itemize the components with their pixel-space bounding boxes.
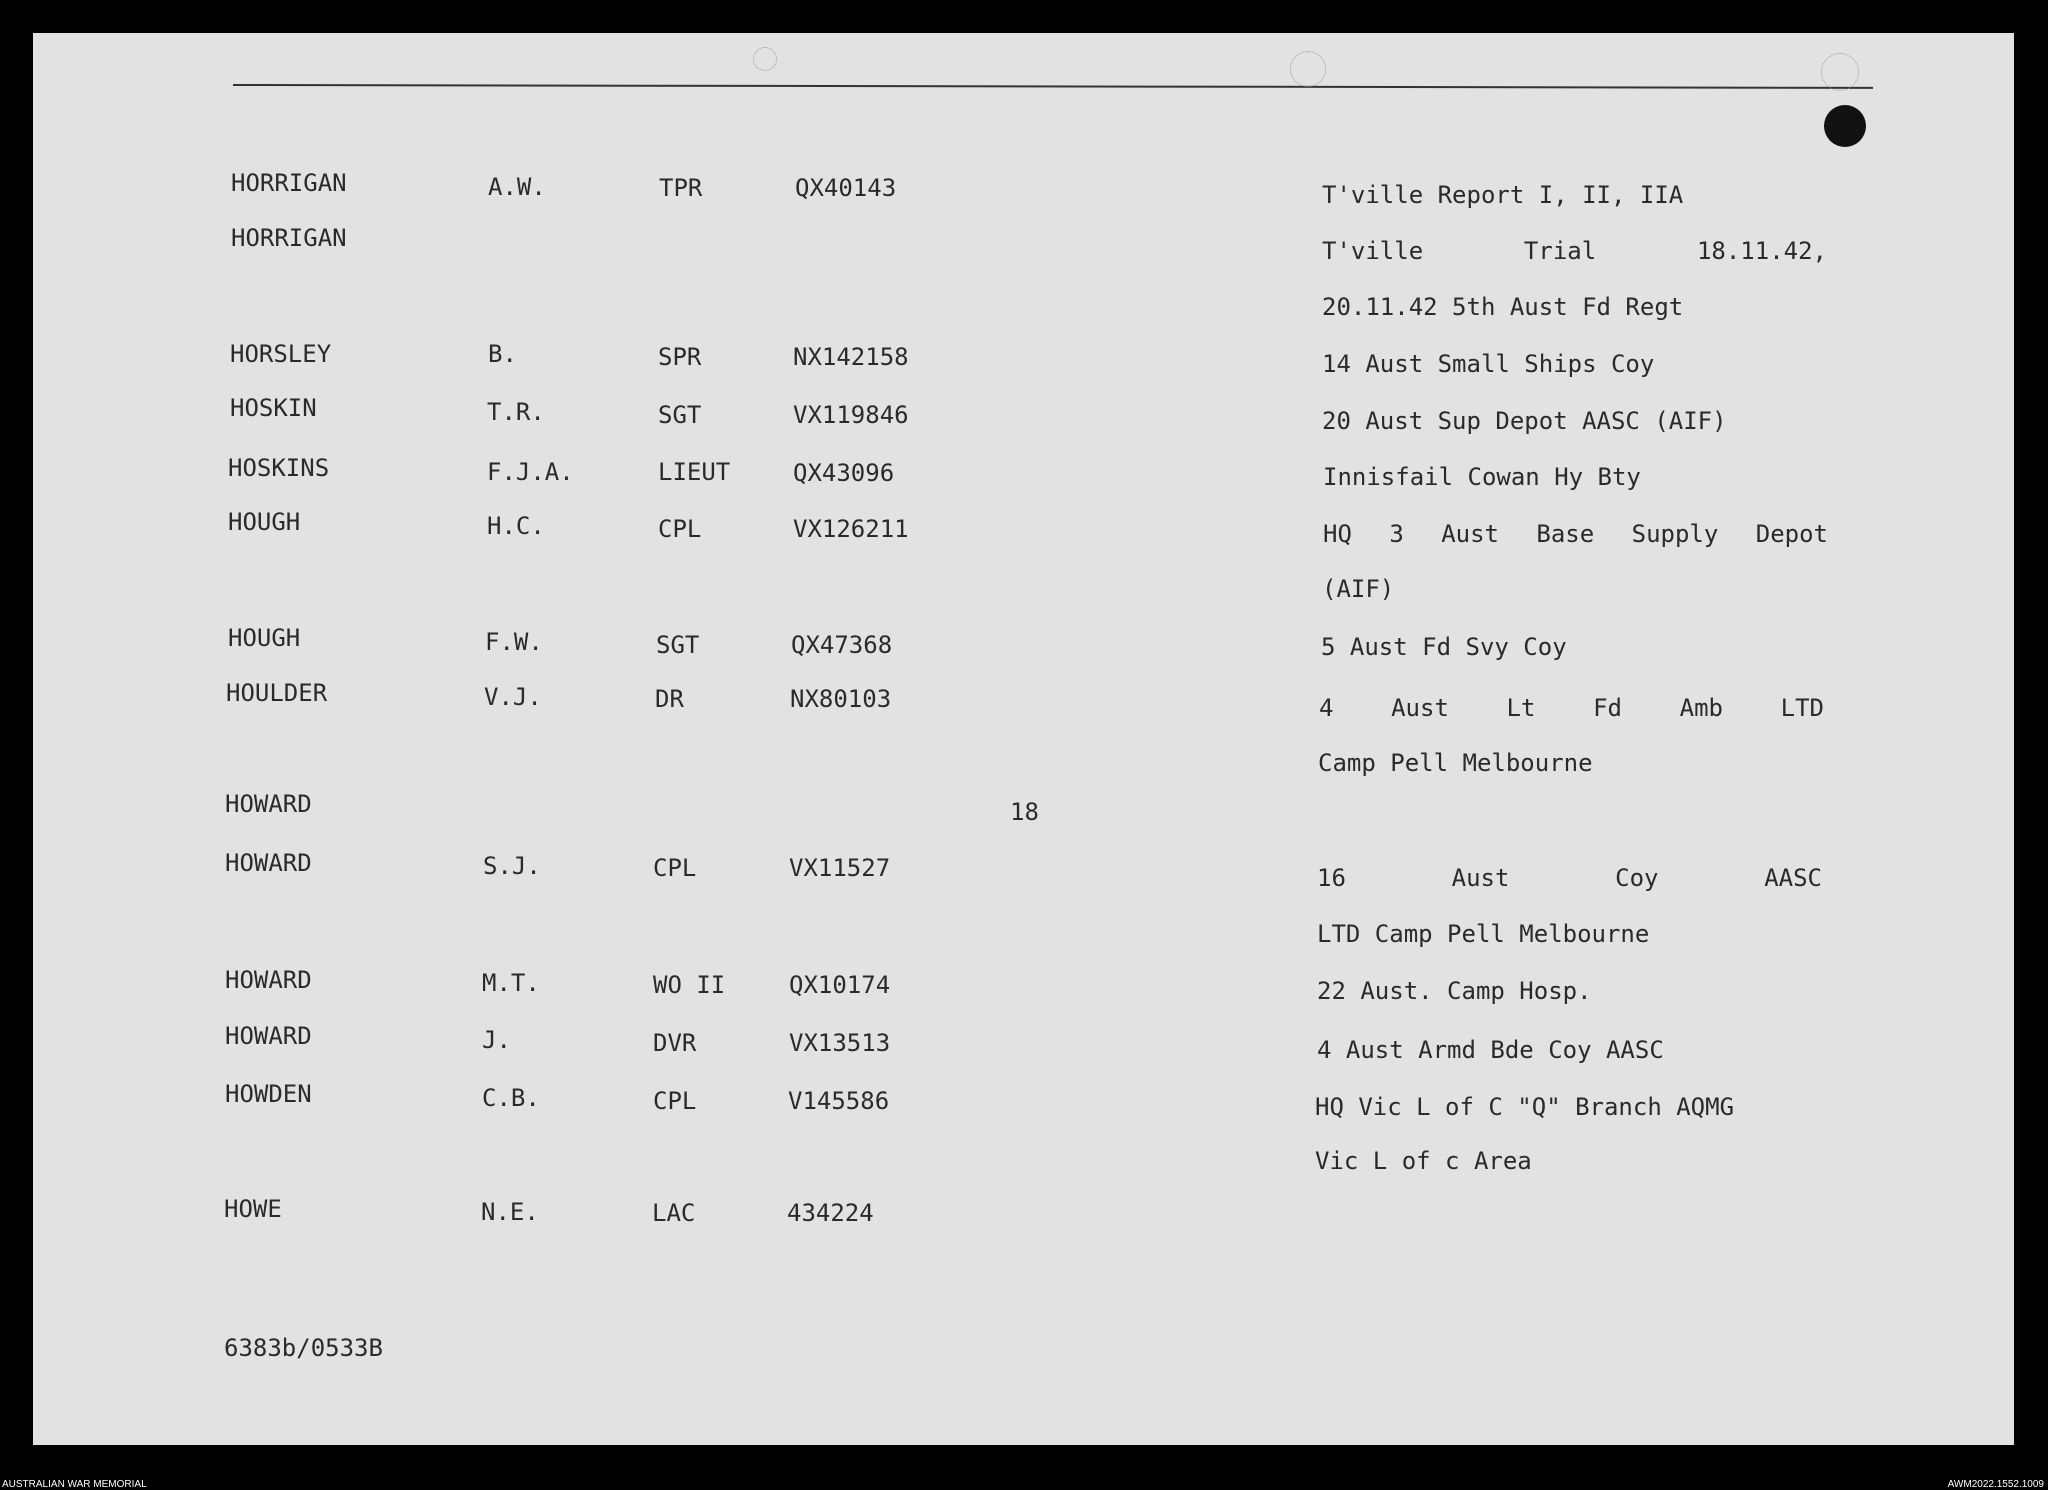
unit-line: 20.11.42 5th Aust Fd Regt xyxy=(1322,293,1684,321)
unit-line: T'ville Trial 18.11.42, xyxy=(1322,237,1827,265)
rank: SGT xyxy=(656,631,700,659)
service-number: QX47368 xyxy=(791,631,893,659)
unit-line: 14 Aust Small Ships Coy xyxy=(1322,350,1655,378)
initials: J. xyxy=(482,1026,511,1054)
paper-speck xyxy=(1290,51,1326,87)
unit-line: 4 Aust Armd Bde Coy AASC xyxy=(1317,1036,1664,1064)
initials: F.J.A. xyxy=(487,458,574,486)
initials: M.T. xyxy=(482,969,540,997)
footer-item-id: AWM2022.1552.1009 xyxy=(1947,1479,2044,1490)
surname: HOWDEN xyxy=(225,1080,312,1108)
initials: A.W. xyxy=(488,173,546,201)
initials: B. xyxy=(488,340,517,368)
footer-credit: AUSTRALIAN WAR MEMORIAL xyxy=(2,1479,147,1490)
surname: HORSLEY xyxy=(230,340,332,368)
unit-line: Vic L of c Area xyxy=(1315,1147,1532,1175)
service-number: NX80103 xyxy=(790,685,892,713)
unit-line: Innisfail Cowan Hy Bty xyxy=(1323,463,1641,491)
rank: LAC xyxy=(652,1199,696,1227)
surname: HORRIGAN xyxy=(231,224,347,252)
unit-line: LTD Camp Pell Melbourne xyxy=(1317,920,1650,948)
service-number: VX11527 xyxy=(789,854,891,882)
service-number: VX13513 xyxy=(789,1029,891,1057)
unit-line: HQ 3 Aust Base Supply Depot xyxy=(1323,520,1828,548)
rank: LIEUT xyxy=(658,458,731,486)
service-number: QX40143 xyxy=(795,174,897,202)
surname: HOWARD xyxy=(225,966,312,994)
rank: SPR xyxy=(658,343,702,371)
service-number: V145586 xyxy=(788,1087,890,1115)
rank: WO II xyxy=(653,971,726,999)
service-number: NX142158 xyxy=(793,343,909,371)
surname: HOWARD xyxy=(225,1022,312,1050)
rank: DVR xyxy=(653,1029,697,1057)
initials: N.E. xyxy=(481,1198,539,1226)
paper-speck xyxy=(1821,53,1859,91)
page-number: 18 xyxy=(1010,798,1039,826)
rank: CPL xyxy=(658,515,702,543)
header-rule xyxy=(233,84,1873,89)
rank: CPL xyxy=(653,1087,697,1115)
unit-line: 4 Aust Lt Fd Amb LTD xyxy=(1319,694,1824,722)
service-number: QX10174 xyxy=(789,971,891,999)
surname: HOULDER xyxy=(226,679,328,707)
initials: C.B. xyxy=(482,1084,540,1112)
punch-hole xyxy=(1824,105,1866,147)
surname: HORRIGAN xyxy=(231,169,347,197)
surname: HOWARD xyxy=(225,849,312,877)
unit-line: Camp Pell Melbourne xyxy=(1318,749,1593,777)
surname: HOUGH xyxy=(228,624,301,652)
initials: T.R. xyxy=(487,398,545,426)
unit-line: 16 Aust Coy AASC xyxy=(1317,864,1822,892)
service-number: QX43096 xyxy=(793,459,895,487)
unit-line: (AIF) xyxy=(1322,575,1395,603)
initials: V.J. xyxy=(484,683,542,711)
service-number: VX126211 xyxy=(793,515,909,543)
document-reference: 6383b/0533B xyxy=(224,1334,383,1362)
rank: TPR xyxy=(659,174,703,202)
rank: DR xyxy=(655,685,684,713)
unit-line: T'ville Report I, II, IIA xyxy=(1322,181,1684,209)
surname: HOWE xyxy=(224,1195,282,1223)
unit-line: HQ Vic L of C "Q" Branch AQMG xyxy=(1315,1093,1735,1121)
document-sheet xyxy=(33,33,2014,1445)
surname: HOSKINS xyxy=(228,454,330,482)
rank: CPL xyxy=(653,854,697,882)
rank: SGT xyxy=(658,401,702,429)
service-number: 434224 xyxy=(787,1199,874,1227)
initials: H.C. xyxy=(487,512,545,540)
unit-line: 20 Aust Sup Depot AASC (AIF) xyxy=(1322,407,1727,435)
surname: HOWARD xyxy=(225,790,312,818)
unit-line: 22 Aust. Camp Hosp. xyxy=(1317,977,1592,1005)
surname: HOSKIN xyxy=(230,394,317,422)
initials: S.J. xyxy=(483,852,541,880)
paper-speck xyxy=(753,47,777,71)
service-number: VX119846 xyxy=(793,401,909,429)
surname: HOUGH xyxy=(228,508,301,536)
unit-line: 5 Aust Fd Svy Coy xyxy=(1321,633,1567,661)
initials: F.W. xyxy=(485,628,543,656)
